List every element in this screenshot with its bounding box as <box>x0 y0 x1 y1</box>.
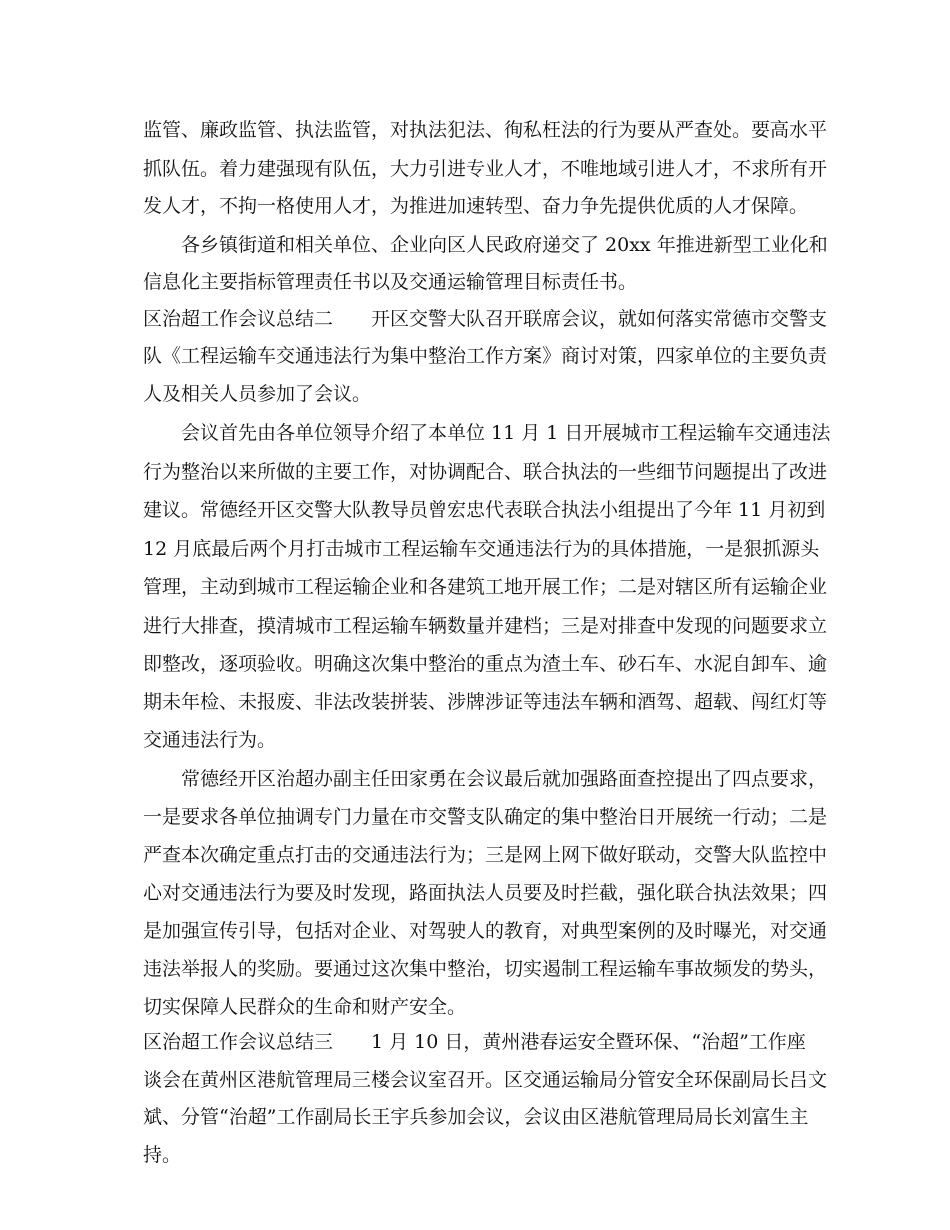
text-line: 违法举报人的奖励。要通过这次集中整治，切实遏制工程运输车事故频发的势头， <box>143 958 828 980</box>
text-line: 建议。常德经开区交警大队教导员曾宏忠代表联合执法小组提出了今年 11 月初到 <box>143 499 826 521</box>
text-line: 心对交通违法行为要及时发现，路面执法人员要及时拦截，强化联合执法效果；四 <box>143 882 828 904</box>
text-line: 持。 <box>143 1144 182 1166</box>
text-line: 一是要求各单位抽调专门力量在市交警支队确定的集中整治日开展统一行动；二是 <box>143 806 828 828</box>
text-line: 12 月底最后两个月打击城市工程运输车交通违法行为的具体措施，一是狠抓源头 <box>143 538 820 560</box>
text-line: 是加强宣传引导，包括对企业、对驾驶人的教育，对典型案例的及时曝光，对交通 <box>143 920 828 942</box>
text-line: 各乡镇街道和相关单位、企业向区人民政府递交了 20xx 年推进新型工业化和 <box>181 234 828 256</box>
text-line: 斌、分管“治超”工作副局长王宇兵参加会议，会议由区港航管理局局长刘富生主 <box>143 1106 809 1128</box>
text-line: 会议首先由各单位领导介绍了本单位 11 月 1 日开展城市工程运输车交通违法 <box>181 422 831 444</box>
text-line: 抓队伍。着力建强现有队伍，大力引进专业人才，不唯地域引进人才，不求所有开 <box>143 158 828 180</box>
text-line: 人及相关人员参加了会议。 <box>143 383 372 405</box>
text-line: 行为整治以来所做的主要工作，对协调配合、联合执法的一些细节问题提出了改进 <box>143 461 828 483</box>
text-line: 队《工程运输车交通违法行为集中整治工作方案》商讨对策，四家单位的主要负责 <box>143 345 828 367</box>
section-heading-line: 区治超工作会议总结三 1 月 10 日，黄州港春运安全暨环保、“治超”工作座 <box>143 1031 806 1053</box>
text-line: 谈会在黄州区港航管理局三楼会议室召开。区交通运输局分管安全环保副局长吕文 <box>143 1069 828 1091</box>
text-line: 发人才，不拘一格使用人才，为推进加速转型、奋力争先提供优质的人才保障。 <box>143 195 809 217</box>
text-line: 严查本次确定重点打击的交通违法行为；三是网上网下做好联动，交警大队监控中 <box>143 844 828 866</box>
text-line: 切实保障人民群众的生命和财产安全。 <box>143 996 467 1018</box>
text-line: 常德经开区治超办副主任田家勇在会议最后就加强路面查控提出了四点要求， <box>181 768 828 790</box>
text-line: 即整改，逐项验收。明确这次集中整治的重点为渣土车、砂石车、水泥自卸车、逾 <box>143 653 828 675</box>
text-line: 进行大排查，摸清城市工程运输车辆数量并建档；三是对排查中发现的问题要求立 <box>143 615 828 637</box>
text-line: 信息化主要指标管理责任书以及交通运输管理目标责任书。 <box>143 271 638 293</box>
text-line: 交通违法行为。 <box>143 729 277 751</box>
text-line: 管理，主动到城市工程运输企业和各建筑工地开展工作；二是对辖区所有运输企业 <box>143 576 828 598</box>
text-line: 监管、廉政监管、执法监管，对执法犯法、徇私枉法的行为要从严查处。要高水平 <box>143 119 828 141</box>
section-heading-line: 区治超工作会议总结二 开区交警大队召开联席会议，就如何落实常德市交警支 <box>143 308 828 330</box>
text-line: 期未年检、未报废、非法改装拼装、涉牌涉证等违法车辆和酒驾、超载、闯红灯等 <box>143 691 828 713</box>
